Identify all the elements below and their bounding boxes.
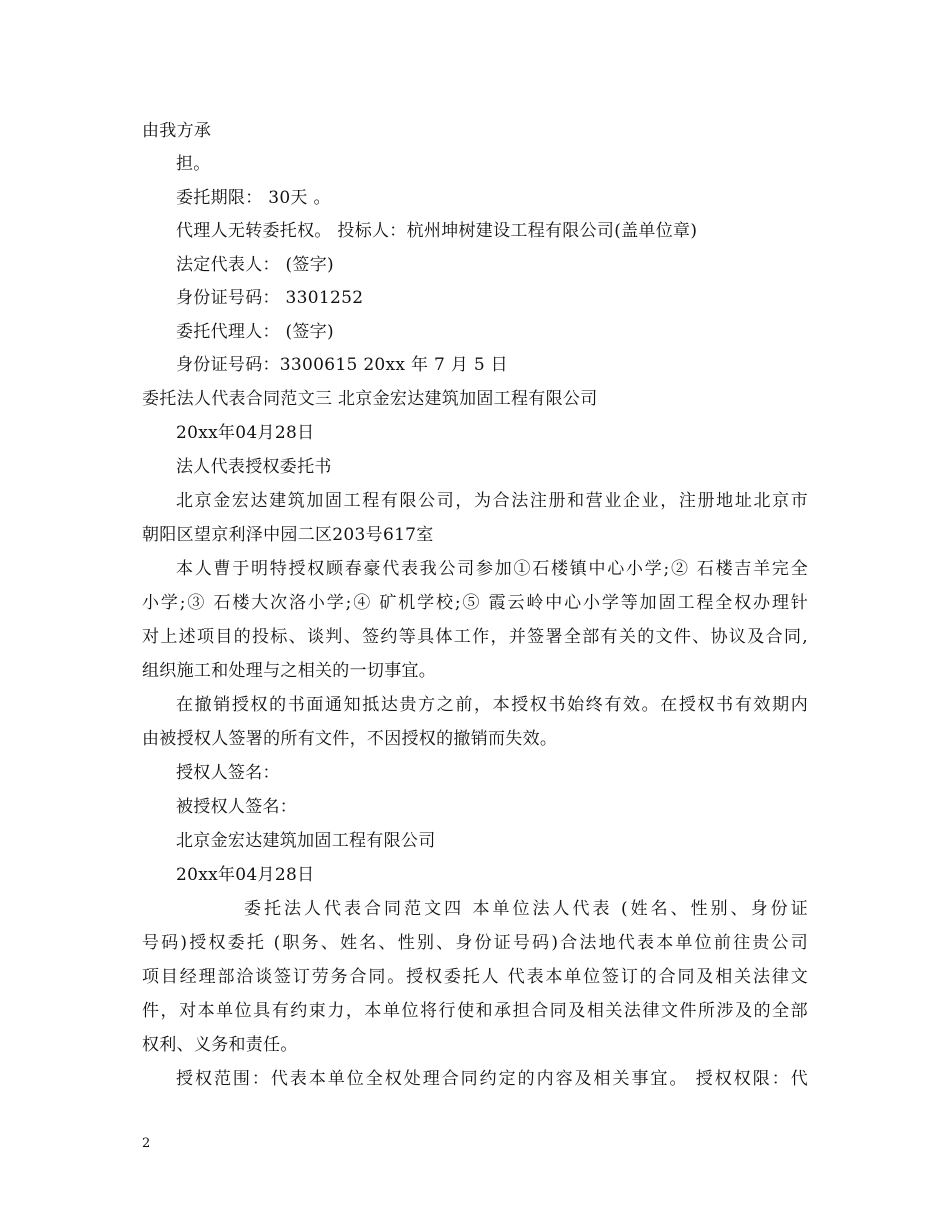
page-number: 2 — [142, 1136, 151, 1151]
text-line-12: 北京金宏达建筑加固工程有限公司，为合法注册和营业企业，注册地址北京市 — [176, 491, 808, 511]
text-line-19: 由被授权人签署的所有文件，不因授权的撤销而失效。 — [142, 729, 558, 749]
text-line-7: 委托代理人： (签字) — [176, 322, 334, 342]
text-line-23: 20xx年04月28日 — [176, 865, 315, 885]
text-line-25: 号码)授权委托 (职务、姓名、性别、身份证号码)合法地代表本单位前往贵公司 — [142, 933, 808, 953]
text-line-4: 代理人无转委托权。 投标人：杭州坤树建设工程有限公司(盖单位章) — [176, 221, 698, 241]
text-line-1: 由我方承 — [142, 121, 212, 141]
text-line-29: 授权范围：代表本单位全权处理合同约定的内容及相关事宜。 授权权限：代 — [176, 1069, 808, 1089]
text-line-17: 组织施工和处理与之相关的一切事宜。 — [142, 661, 437, 681]
text-line-20: 授权人签名： — [176, 763, 280, 783]
section-heading-four: 委托法人代表合同范文四 本单位法人代表 (姓名、性别、身份证 — [244, 899, 808, 919]
text-line-22: 北京金宏达建筑加固工程有限公司 — [176, 831, 436, 851]
text-line-10: 20xx年04月28日 — [176, 423, 315, 443]
text-line-15: 小学;③ 石楼大次洛小学;④ 矿机学校;⑤ 霞云岭中心小学等加固工程全权办理针 — [142, 593, 808, 613]
text-line-18: 在撤销授权的书面通知抵达贵方之前，本授权书始终有效。在授权书有效期内 — [176, 695, 808, 715]
text-line-28: 权利、义务和责任。 — [142, 1035, 298, 1055]
text-line-14: 本人曹于明特授权顾春豪代表我公司参加①石楼镇中心小学;② 石楼吉羊完全 — [176, 559, 808, 579]
text-line-13: 朝阳区望京利泽中园二区203号617室 — [142, 525, 434, 545]
section-heading-three: 委托法人代表合同范文三 北京金宏达建筑加固工程有限公司 — [142, 389, 598, 409]
text-line-8: 身份证号码：3300615 20xx 年 7 月 5 日 — [176, 355, 508, 375]
text-line-2: 担。 — [176, 154, 211, 174]
text-line-16: 对上述项目的投标、谈判、签约等具体工作，并签署全部有关的文件、协议及合同, — [142, 627, 808, 647]
text-line-6: 身份证号码： 3301252 — [176, 288, 364, 308]
text-line-21: 被授权人签名： — [176, 797, 298, 817]
text-line-26: 项目经理部洽谈签订劳务合同。授权委托人 代表本单位签订的合同及相关法律文 — [142, 967, 808, 987]
text-line-5: 法定代表人： (签字) — [176, 255, 334, 275]
document-title: 法人代表授权委托书 — [176, 457, 332, 477]
text-line-27: 件，对本单位具有约束力，本单位将行使和承担合同及相关法律文件所涉及的全部 — [142, 1001, 808, 1021]
text-line-3: 委托期限： 30天 。 — [176, 188, 331, 208]
